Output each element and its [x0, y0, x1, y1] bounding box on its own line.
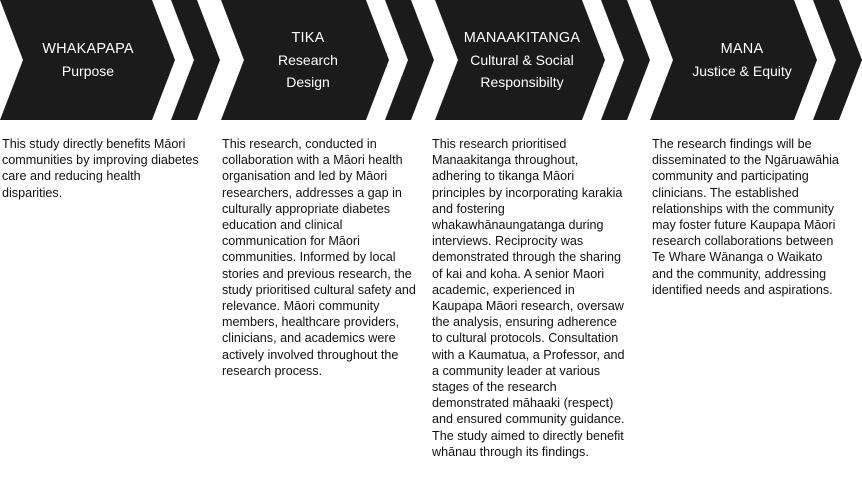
- header-whakapapa: [23, 0, 153, 120]
- header-tika: [244, 0, 372, 120]
- chevron-small-1: [171, 0, 220, 120]
- chevron-small-2: [385, 0, 434, 120]
- column-title: WHAKAPAPA: [42, 41, 134, 57]
- description-whakapapa: This study directly benefits Māori communities by improving diabetes care and reducing health disparities.: [2, 137, 199, 200]
- description-tika: This research, conducted in collaboration with a Māori health organisation and led by Māori researchers, addresses a gap in culturally appropriate diabetes education and clinical communication for Māori communities. Informed by local stories and previous research, the study prioritised cultural safety and relevance. Māori community members, healthcare providers, clinicians, and academics were actively involved throughout the research process.: [222, 137, 416, 378]
- column-title: MANA: [720, 41, 764, 57]
- column-title: MANAAKITANGA: [463, 30, 581, 46]
- column-subtitle: Research Design: [278, 52, 338, 90]
- description-manaakitanga: This research prioritised Manaakitanga throughout, adhering to tikanga Māori principles by incorporating karakia and fostering whakawhānaungatanga during interviews. Reciprocity was demonstrated through the sharing of kai and koha. A senior Maori academic, experienced in Kaupapa Māori research, oversaw the analysis, ensuring adherence to cultural protocols. Consultation with a Kaumatua, a Professor, and a community leader at various stages of the research demonstrated māhaaki (respect) and ensured community guidance. The study aimed to directly benefit whānau through its findings.: [432, 137, 625, 459]
- description-mana: The research findings will be disseminated to the Ngāruawāhia community and participating clinicians. The established relationships with the community may foster future Kaupapa Māori research collaborations between Te Whare Wānanga o Waikato and the community, addressing identified needs and aspirations.: [652, 137, 839, 297]
- column-title: TIKA: [291, 30, 325, 46]
- chevron-small-3: [601, 0, 650, 120]
- header-mana: [676, 0, 808, 120]
- column-subtitle: Justice & Equity: [692, 63, 792, 79]
- header-manaakitanga: [456, 0, 588, 120]
- chevron-small-4: [813, 0, 862, 120]
- column-subtitle: Purpose: [61, 63, 115, 79]
- column-subtitle: Cultural & Social Responsibilty: [470, 52, 574, 90]
